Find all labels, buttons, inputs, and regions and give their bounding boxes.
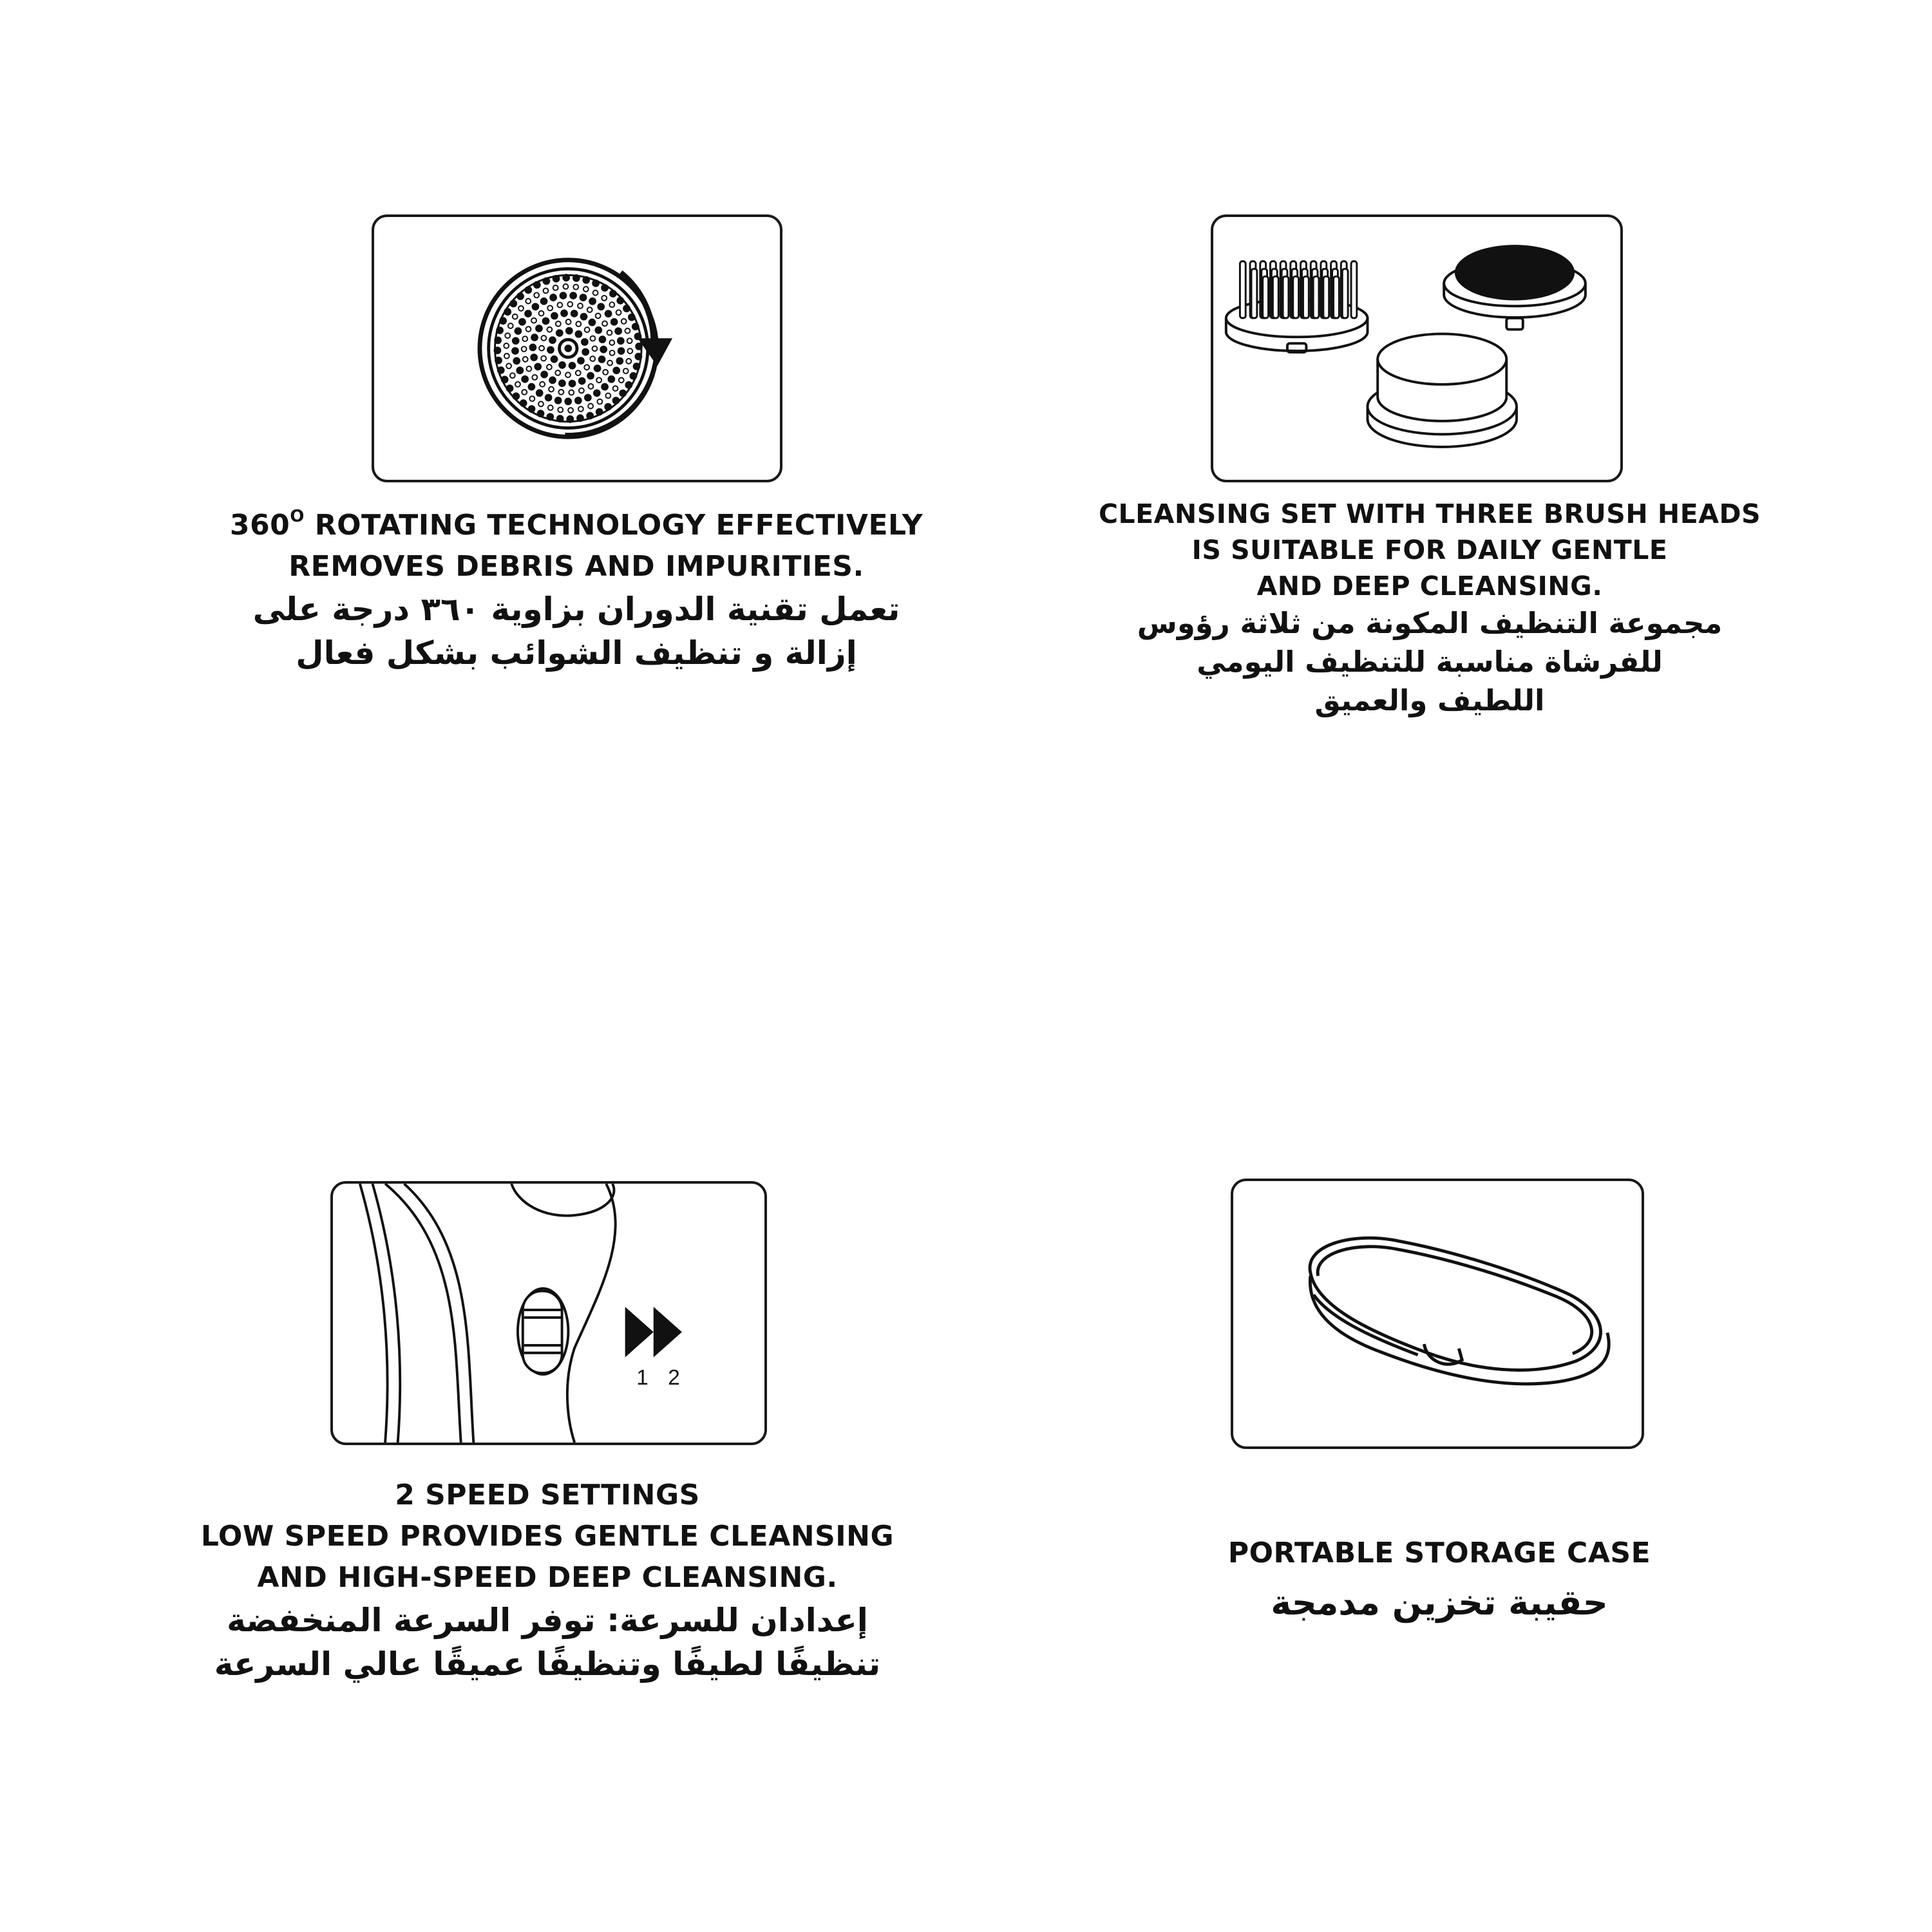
case-caption-ar-line-1: حقيبة تخزين مدمجة <box>1271 1582 1608 1623</box>
rotation-caption <box>213 496 940 675</box>
speed-caption-en-line-2: LOW SPEED PROVIDES GENTLE CLEANSING <box>200 1520 895 1553</box>
case-caption-en-line-1: PORTABLE STORAGE CASE <box>1227 1537 1651 1569</box>
rotation-caption-ar-line-1: تعمل تقنية الدوران بزاوية ٣٦٠ درجة على <box>252 591 900 628</box>
brush-heads-caption-en-line-3: AND DEEP CLEANSING. <box>1256 571 1603 601</box>
speed-caption-en-line-1: 2 SPEED SETTINGS <box>395 1479 700 1511</box>
rotation-caption-ar-line-2: إزالة و تنظيف الشوائب بشكل فعال <box>296 634 857 672</box>
speed-illustration-panel <box>330 1181 767 1445</box>
brush-heads-caption-ar-line-2: للفرشاة مناسبة للتنظيف اليومي <box>1197 645 1663 679</box>
storage-case-icon <box>1233 1181 1642 1446</box>
speed-caption <box>193 1475 902 1686</box>
brush-heads-caption-en-line-2: IS SUITABLE FOR DAILY GENTLE <box>1191 535 1668 565</box>
brush-heads-illustration-panel <box>1211 214 1623 482</box>
speed-caption-ar-line-2: تنظيفًا لطيفًا وتنظيفًا عميقًا عالي السرعة <box>214 1645 881 1683</box>
bristle-brush-head <box>1226 261 1368 352</box>
three-brush-heads-icon <box>1213 217 1620 480</box>
silicone-brush-head <box>1444 245 1586 329</box>
brush-heads-caption-ar-line-1: مجموعة التنظيف المكونة من ثلاثة رؤوس <box>1137 606 1723 640</box>
speed-label-2: 2 <box>668 1365 680 1390</box>
rotation-caption-en-line-2: REMOVES DEBRIS AND IMPURITIES. <box>289 550 864 583</box>
case-illustration-panel <box>1231 1179 1644 1449</box>
brush-heads-caption-en-line-1: CLEANSING SET WITH THREE BRUSH HEADS <box>1098 498 1761 529</box>
sponge-brush-head <box>1368 334 1517 447</box>
speed-switch-icon <box>333 1184 764 1443</box>
speed-caption-en-line-3: AND HIGH-SPEED DEEP CLEANSING. <box>257 1561 838 1594</box>
speed-label-1: 1 <box>636 1365 649 1390</box>
rotating-brush-head-icon <box>374 217 780 480</box>
brush-heads-caption-ar-line-3: اللطيف والعميق <box>1314 683 1545 717</box>
speed-caption-ar-line-1: إعدادان للسرعة: توفر السرعة المنخفضة <box>227 1602 868 1639</box>
rotation-illustration-panel <box>372 214 782 482</box>
brush-heads-caption <box>1056 496 1803 720</box>
case-caption <box>1088 1533 1790 1632</box>
rotation-caption-en-line-1: $360^O$ ROTATING TECHNOLOGY EFFECTIVELY <box>229 507 923 542</box>
